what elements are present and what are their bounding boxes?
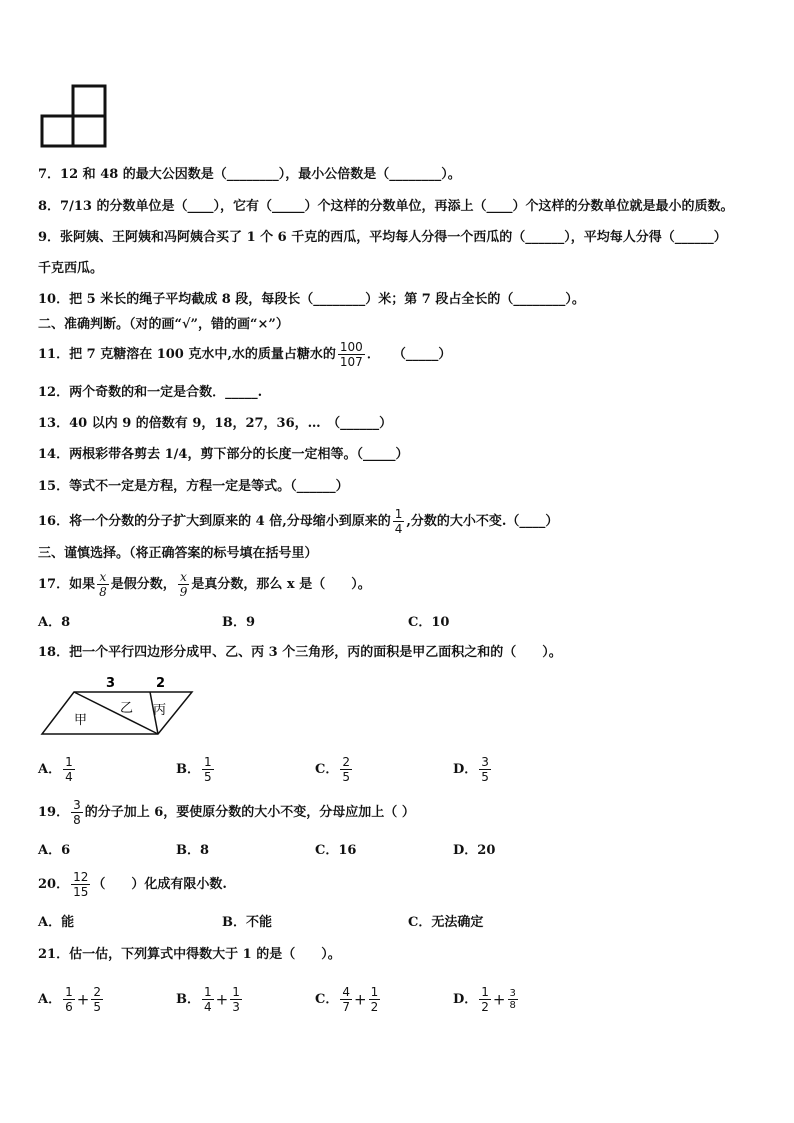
cube-figure bbox=[40, 84, 110, 150]
fraction: $\frac{1}{2}$ bbox=[481, 985, 489, 1014]
q19-option-b[interactable]: B．8 bbox=[176, 843, 210, 858]
fraction: $\frac{3}{8}$ bbox=[73, 798, 81, 827]
question-15: 15．等式不一定是方程，方程一定是等式。（______） bbox=[38, 479, 349, 494]
question-9-line2: 千克西瓜。 bbox=[38, 261, 104, 276]
figure-label-jia: 甲 bbox=[74, 713, 88, 728]
fraction: $\frac{2}{5}$ bbox=[93, 985, 101, 1014]
q19-option-a[interactable]: A．6 bbox=[38, 843, 71, 858]
q21-option-c[interactable]: C． $\frac{4}{7}$ + $\frac{1}{2}$ bbox=[315, 985, 379, 1014]
q17-option-a[interactable]: A．8 bbox=[38, 615, 71, 630]
q17-option-c[interactable]: C．10 bbox=[408, 615, 450, 630]
q21-option-a[interactable]: A． $\frac{1}{6}$ + $\frac{2}{5}$ bbox=[38, 985, 101, 1014]
q21-option-d[interactable]: D． $\frac{1}{2}$ + $\frac{3}{8}$ bbox=[453, 985, 516, 1014]
fraction: $\frac{2}{5}$ bbox=[342, 755, 350, 784]
figure-label-3: 3 bbox=[106, 676, 116, 691]
question-8: 8．7/13 的分数单位是（____），它有（_____）个这样的分数单位，再添上（____）个这样的分数单位就是最小的质数。 bbox=[38, 199, 734, 214]
q20-option-c[interactable]: C．无法确定 bbox=[408, 915, 484, 930]
fraction: $\frac{1}{4}$ bbox=[65, 755, 73, 784]
question-10: 10．把 5 米长的绳子平均截成 8 段，每段长（________）米；第 7 段占全长的（________）。 bbox=[38, 292, 585, 307]
fraction: $\frac{1}{4}$ bbox=[204, 985, 212, 1014]
question-18: 18．把一个平行四边形分成甲、乙、丙 3 个三角形，丙的面积是甲乙面积之和的（ ）。 bbox=[38, 645, 562, 660]
q18-option-a[interactable]: A． $\frac{1}{4}$ bbox=[38, 755, 73, 784]
fraction: $\frac{1}{5}$ bbox=[204, 755, 212, 784]
q17-option-b[interactable]: B．9 bbox=[222, 615, 256, 630]
q20-option-a[interactable]: A．能 bbox=[38, 915, 75, 930]
question-16: 16．将一个分数的分子扩大到原来的 4 倍,分母缩小到原来的 $\frac{1}{4}$ ,分数的大小不变.（____） bbox=[38, 507, 559, 536]
q20-option-b[interactable]: B．不能 bbox=[222, 915, 272, 930]
parallelogram-figure bbox=[40, 674, 200, 738]
fraction: $\frac{x}{9}$ bbox=[179, 570, 188, 599]
q18-option-b[interactable]: B． $\frac{1}{5}$ bbox=[176, 755, 212, 784]
fraction: $\frac{100}{107}$ bbox=[339, 340, 363, 369]
question-19: 19． $\frac{3}{8}$ 的分子加上 6，要使原分数的大小不变，分母应加上（ ） bbox=[38, 798, 415, 827]
question-9-line1: 9．张阿姨、王阿姨和冯阿姨合买了 1 个 6 千克的西瓜，平均每人分得一个西瓜的（______），平均每人分得（______） bbox=[38, 230, 727, 245]
q18-option-d[interactable]: D． $\frac{3}{5}$ bbox=[453, 755, 489, 784]
figure-label-yi: 乙 bbox=[120, 701, 134, 716]
question-21: 21．估一估，下列算式中得数大于 1 的是（ ）。 bbox=[38, 947, 341, 962]
question-13: 13．40 以内 9 的倍数有 9，18，27，36，… （______） bbox=[38, 416, 393, 431]
fraction: $\frac{1}{6}$ bbox=[65, 985, 73, 1014]
q19-option-c[interactable]: C．16 bbox=[315, 843, 357, 858]
q21-option-b[interactable]: B． $\frac{1}{4}$ + $\frac{1}{3}$ bbox=[176, 985, 240, 1014]
q18-option-c[interactable]: C． $\frac{2}{5}$ bbox=[315, 755, 350, 784]
fraction: $\frac{3}{8}$ bbox=[509, 988, 516, 1011]
question-17: 17．如果 $\frac{x}{8}$ 是假分数， $\frac{x}{9}$ 是真分数，那么 x 是（ ）。 bbox=[38, 570, 371, 599]
question-7: 7．12 和 48 的最大公因数是（________），最小公倍数是（________）。 bbox=[38, 167, 461, 182]
fraction: $\frac{1}{3}$ bbox=[232, 985, 240, 1014]
fraction: $\frac{3}{5}$ bbox=[481, 755, 489, 784]
question-11: 11．把 7 克糖溶在 100 克水中,水的质量占糖水的 $\frac{100}{107}$ ． （_____） bbox=[38, 340, 452, 369]
q19-option-d[interactable]: D．20 bbox=[453, 843, 496, 858]
fraction: $\frac{4}{7}$ bbox=[342, 985, 350, 1014]
question-20: 20． $\frac{12}{15}$ （ ）化成有限小数. bbox=[38, 870, 227, 899]
fraction: $\frac{12}{15}$ bbox=[73, 870, 89, 899]
section-3-title: 三、谨慎选择。（将正确答案的标号填在括号里） bbox=[38, 546, 318, 561]
figure-label-bing: 丙 bbox=[153, 703, 167, 718]
question-12: 12．两个奇数的和一定是合数．_____. bbox=[38, 385, 263, 400]
fraction: $\frac{1}{4}$ bbox=[394, 507, 403, 536]
section-2-title: 二、准确判断。（对的画“√”，错的画“×”） bbox=[38, 317, 289, 332]
question-14: 14．两根彩带各剪去 1/4，剪下部分的长度一定相等。（_____） bbox=[38, 447, 409, 462]
figure-label-2: 2 bbox=[156, 676, 166, 691]
fraction: $\frac{1}{2}$ bbox=[370, 985, 379, 1014]
fraction: $\frac{x}{8}$ bbox=[99, 570, 107, 599]
